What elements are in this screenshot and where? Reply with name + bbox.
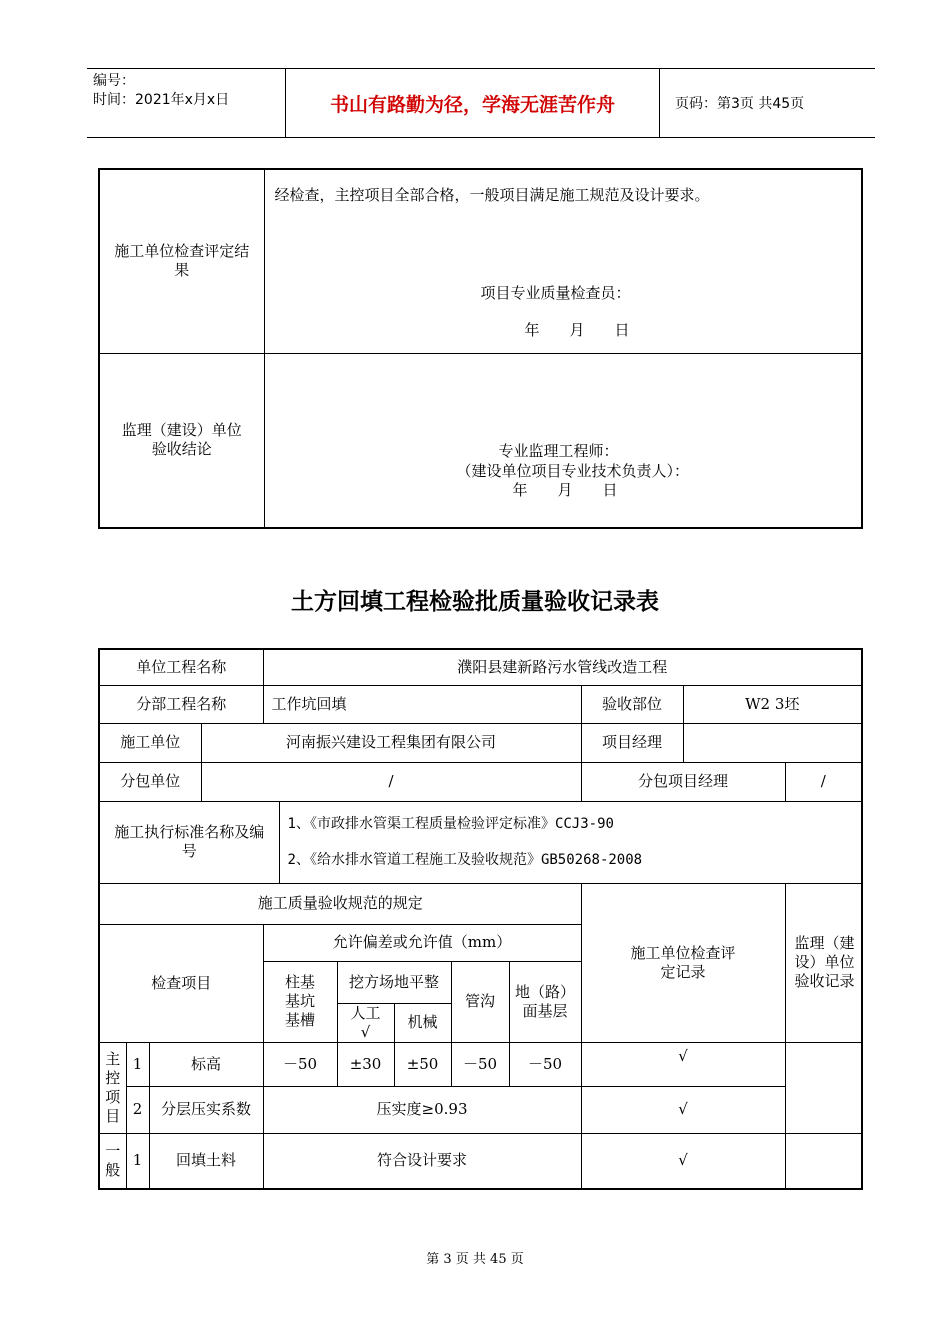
supervisor-record-general (785, 1133, 862, 1189)
row3-name: 回填土料 (149, 1133, 263, 1189)
contractor-value: 河南振兴建设工程集团有限公司 (201, 723, 581, 762)
standard-list (279, 801, 862, 883)
sub-pm-value: / (785, 762, 862, 801)
col-trench: 管沟 (451, 961, 509, 1042)
subcontractor-label: 分包单位 (99, 762, 201, 801)
general-group-text: 一般 (105, 1141, 121, 1179)
unit-project-label: 单位工程名称 (99, 649, 263, 685)
result-table (98, 168, 863, 529)
col-manual (337, 1003, 394, 1042)
sub-project-value: 工作坑回填 (263, 685, 581, 723)
col-road (509, 961, 581, 1042)
supervisor-result-cell (264, 353, 862, 528)
supervisor-engineer-label: 专业监理工程师： (498, 441, 619, 460)
row1-no: 1 (126, 1042, 149, 1086)
row3-no: 1 (126, 1133, 149, 1189)
contractor-record-header-text: 施工单位检查评定记录 (630, 943, 736, 981)
supervisor-record-header-text: 监理（建设）单位验收记录 (794, 934, 855, 990)
pm-value (683, 723, 862, 762)
supervisor-record-main (785, 1042, 862, 1133)
supervisor-result-label (99, 353, 264, 528)
contractor-date: 年 月 日 (524, 321, 630, 339)
row3-merged: 符合设计要求 (263, 1133, 581, 1189)
tolerance-header: 允许偏差或允许值（mm） (263, 924, 581, 961)
supervisor-date: 年 月 日 (512, 480, 618, 499)
acceptance-form (98, 648, 863, 1190)
unit-project-value: 濮阳县建新路污水管线改造工程 (263, 649, 862, 685)
sub-project-label: 分部工程名称 (99, 685, 263, 723)
supervisor-record-header (785, 883, 862, 1042)
col-road-text: 地（路）面基层 (515, 982, 576, 1020)
col-manual-text: 人工√ (350, 1003, 381, 1041)
row1-name: 标高 (149, 1042, 263, 1086)
form-title: 土方回填工程检验批质量验收记录表 (291, 589, 659, 615)
standard-item-2: 2、《给水排水管道工程施工及验收规范》GB50268-2008 (287, 851, 643, 868)
main-group-label (99, 1042, 126, 1133)
contractor-result-text: 经检查，主控项目全部合格，一般项目满足施工规范及设计要求。 (274, 186, 710, 204)
col-site-text: 挖方场地平整 (349, 972, 440, 991)
standard-item-1: 1、《市政排水管渠工程质量检验评定标准》CCJ3-90 (287, 815, 614, 832)
sub-pm-label: 分包项目经理 (581, 762, 785, 801)
header-meta (87, 69, 286, 137)
row1-record: √ (581, 1042, 785, 1086)
col-machine: 机械 (394, 1003, 451, 1042)
row1-v1: －50 (263, 1042, 337, 1086)
row2-record: √ (581, 1086, 785, 1133)
standard-label-text: 施工执行标准名称及编号 (114, 823, 265, 860)
page-label: 页码：第3页 共45页 (675, 96, 805, 112)
subcontractor-value: / (201, 762, 581, 801)
row3-record: √ (581, 1133, 785, 1189)
supervisor-result-label-text: 监理（建设）单位验收结论 (121, 421, 242, 459)
row2-name-text: 分层压实系数 (161, 1100, 252, 1118)
contractor-result-label (99, 169, 264, 353)
row1-v2: ±30 (337, 1042, 394, 1086)
main-group-text: 主控项目 (105, 1049, 121, 1125)
row1-v4: －50 (451, 1042, 509, 1086)
row2-name (149, 1086, 263, 1133)
acceptance-part-value: W2 3坯 (683, 685, 862, 723)
page-header (87, 68, 875, 138)
contractor-result-cell (264, 169, 862, 353)
header-page (667, 69, 875, 137)
contractor-result-label-text: 施工单位检查评定结果 (114, 242, 250, 280)
owner-tech-label: （建设单位项目专业技术负责人）： (456, 461, 690, 480)
standard-label (99, 801, 279, 883)
row2-merged: 压实度≥0.93 (263, 1086, 581, 1133)
row2-no: 2 (126, 1086, 149, 1133)
col-site (337, 961, 451, 1003)
page-footer: 第 3 页 共 45 页 (426, 1252, 524, 1267)
doc-number: 编号： (93, 73, 135, 89)
header-motto: 书山有路勤为径，学海无涯苦作舟 (286, 69, 660, 137)
general-group-label (99, 1133, 126, 1189)
doc-time: 时间：2021年x月x日 (93, 92, 230, 108)
contractor-label: 施工单位 (99, 723, 201, 762)
acceptance-part-label: 验收部位 (581, 685, 683, 723)
pm-label: 项目经理 (581, 723, 683, 762)
row1-v3: ±50 (394, 1042, 451, 1086)
row1-v5: －50 (509, 1042, 581, 1086)
spec-header: 施工质量验收规范的规定 (99, 883, 581, 924)
quality-inspector-label: 项目专业质量检查员： (480, 284, 631, 302)
col-pit-text: 柱基基坑基槽 (285, 973, 316, 1029)
check-item-header: 检查项目 (99, 924, 263, 1042)
col-pit (263, 961, 337, 1042)
contractor-record-header (581, 883, 785, 1042)
